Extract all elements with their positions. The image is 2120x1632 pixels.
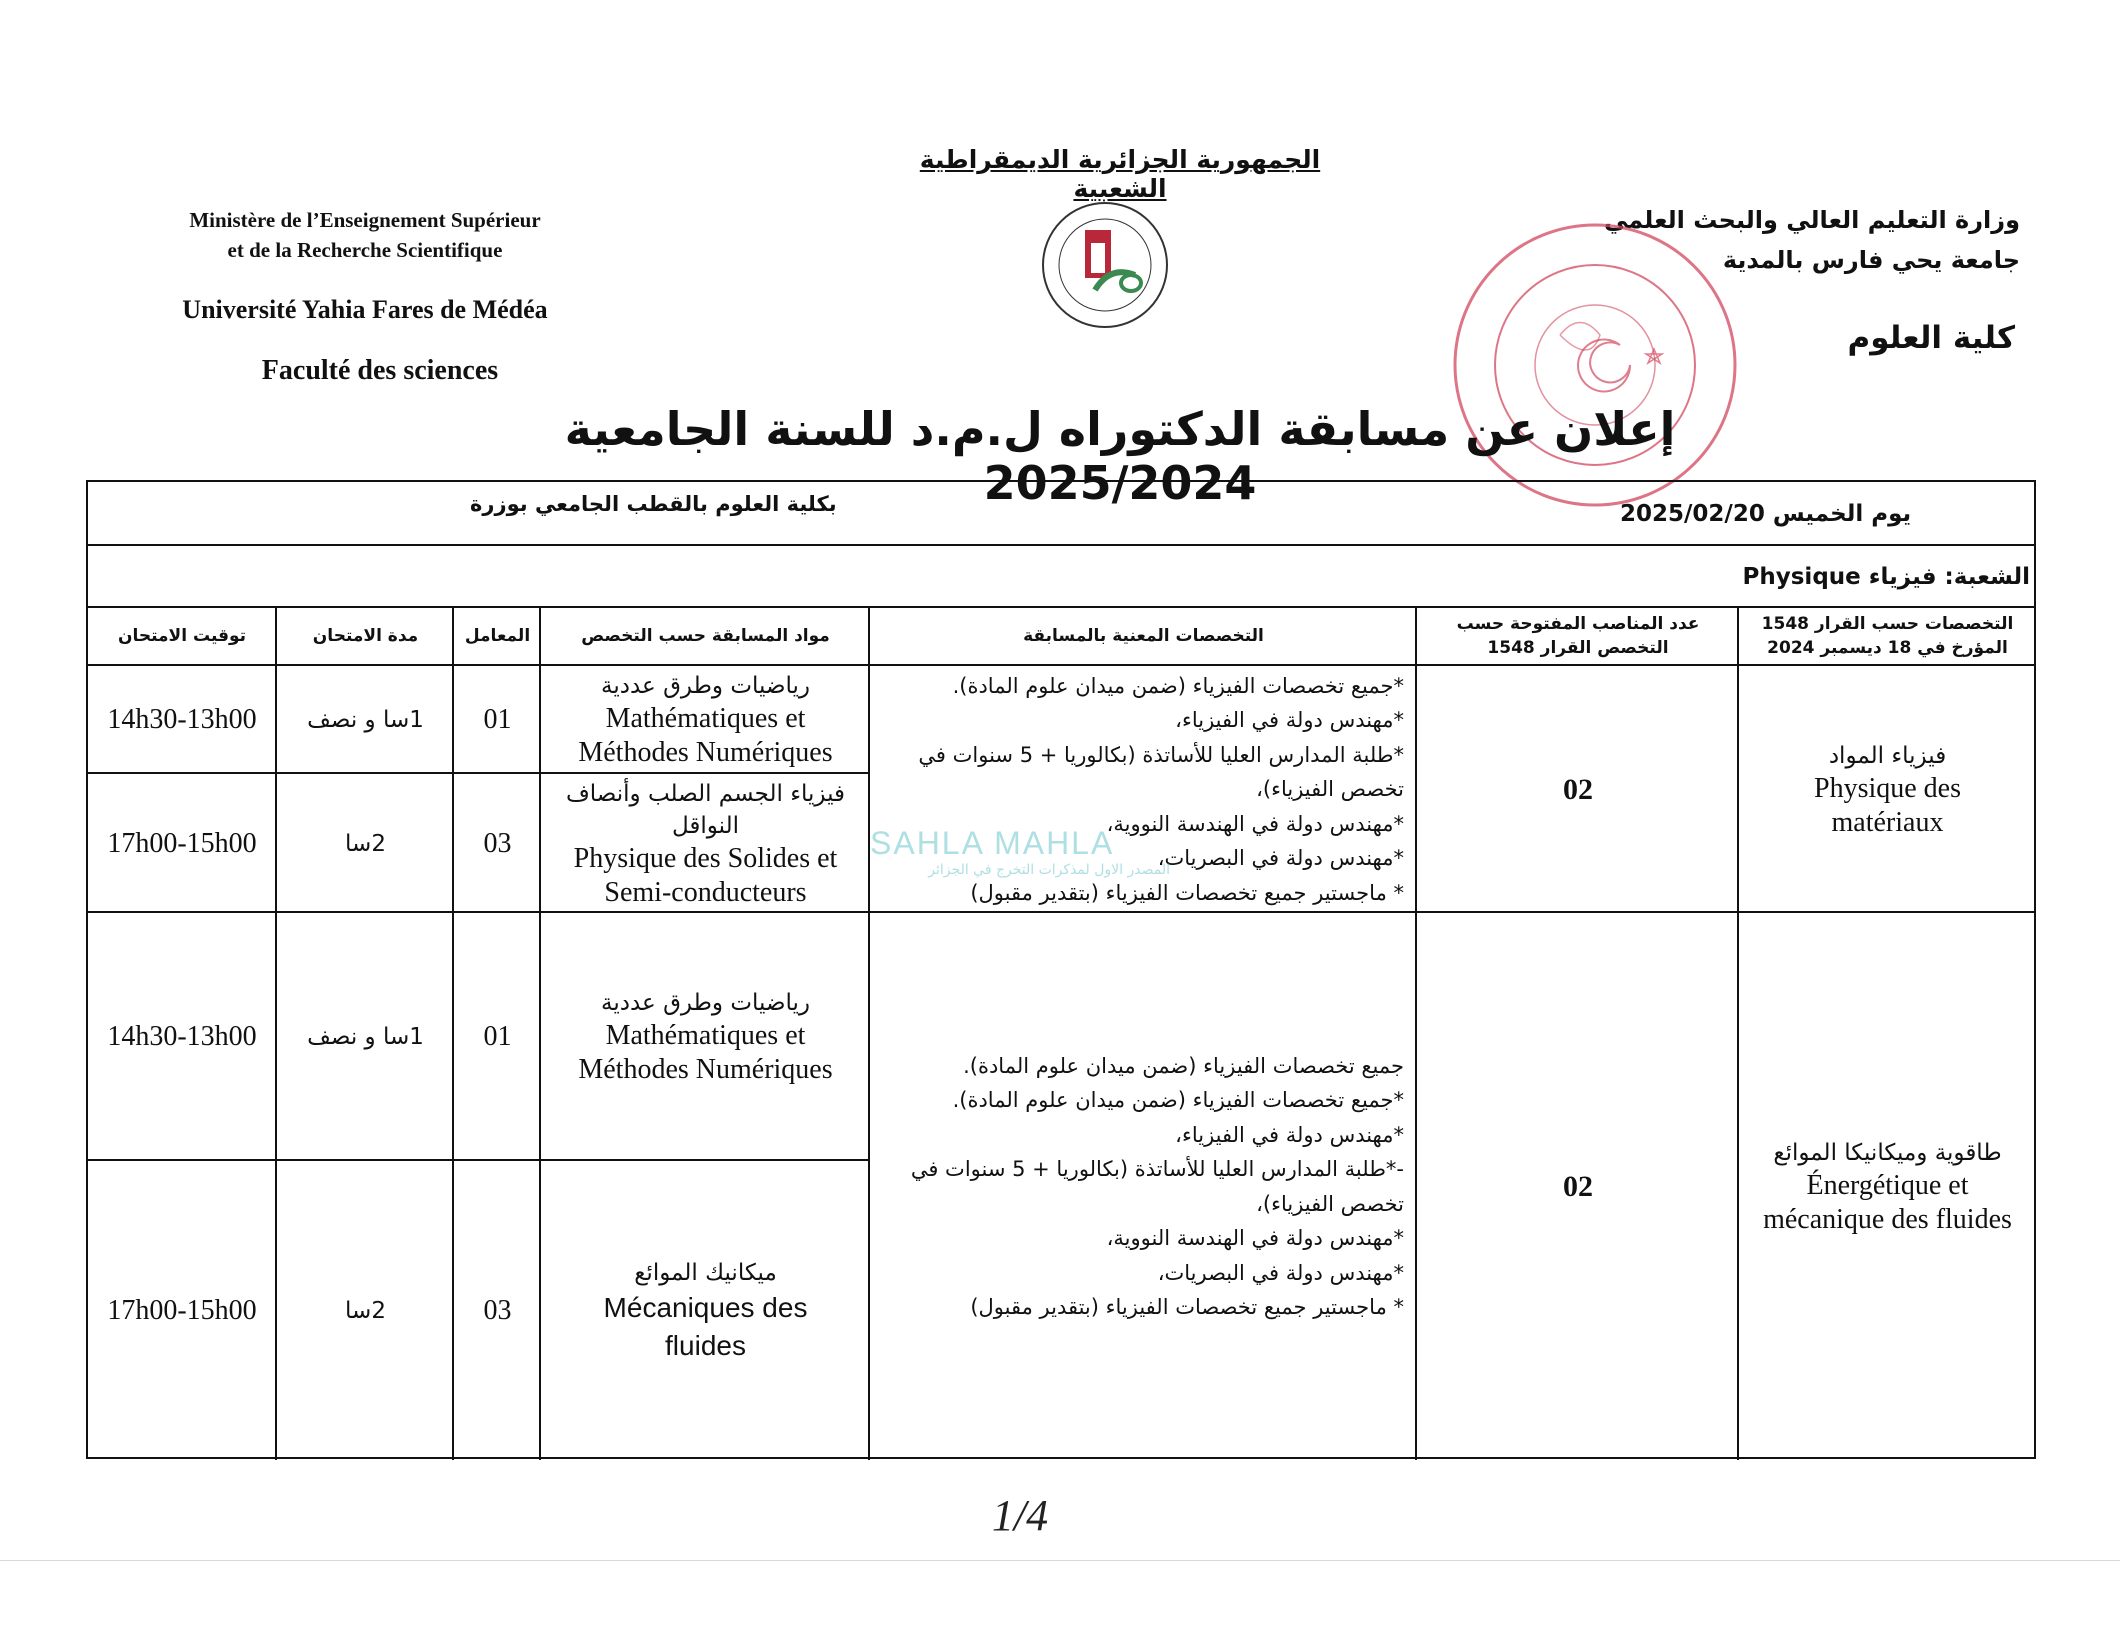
eligible-item: -*طلبة المدارس العليا للأساتذة (بكالوريا + 5 سنوات في تخصص الفيزياء)، — [910, 1157, 1404, 1216]
university-fr: Université Yahia Fares de Médéa — [182, 295, 548, 324]
branch-label: الشعبة: فيزياء Physique — [1742, 564, 2030, 590]
header-specialty: التخصصات حسب القرار 1548 المؤرخ في 18 ديسمبر 2024 — [1761, 614, 2014, 658]
page-number: 1/4 — [991, 1491, 1049, 1540]
header-coefficient: المعامل — [464, 626, 531, 646]
coefficient-value: 01 — [483, 1020, 512, 1052]
specialty-ar: فيزياء المواد — [1828, 742, 1947, 769]
duration-value: 1سا و نصف — [307, 1023, 424, 1050]
time-value: 17h00-15h00 — [107, 827, 257, 859]
header-subjects: مواد المسابقة حسب التخصص — [581, 626, 830, 646]
header-time: توقيت الامتحان — [117, 626, 247, 646]
time-value: 14h30-13h00 — [107, 1020, 257, 1052]
subject-ar: رياضيات وطرق عددية — [601, 672, 810, 699]
coefficient-value: 03 — [483, 827, 512, 859]
watermark-name: SAHLA MAHLA — [870, 825, 1115, 861]
eligible-list — [871, 914, 1416, 1459]
faculty-ar: كلية العلوم — [1847, 320, 2015, 356]
announcement-title: إعلان عن مسابقة الدكتوراه ل.م.د للسنة الجامعية 2025/2024 — [564, 402, 1676, 510]
subject-cell — [542, 667, 869, 772]
eligible-item: *مهندس دولة في البصريات، — [1157, 1260, 1404, 1285]
eligible-item: *مهندس دولة في الهندسة النووية، — [1106, 1226, 1404, 1250]
subject-cell — [542, 1162, 869, 1459]
positions-count: 02 — [1563, 772, 1593, 806]
time-value: 17h00-15h00 — [107, 1294, 257, 1326]
eligible-item: جميع تخصصات الفيزياء (ضمن ميدان علوم المادة). — [963, 1053, 1404, 1078]
eligible-item: *مهندس دولة في الهندسة النووية، — [1106, 811, 1404, 836]
header-eligible: التخصصات المعنية بالمسابقة — [1023, 626, 1264, 646]
eligible-item: * ماجستير جميع تخصصات الفيزياء (بتقدير مقبول) — [970, 880, 1404, 905]
positions-count: 02 — [1563, 1169, 1593, 1203]
subject-ar: رياضيات وطرق عددية — [601, 989, 810, 1016]
duration-value: 2سا — [345, 1297, 386, 1324]
university-ar-line: جامعة يحي فارس بالمدية — [1722, 246, 2020, 274]
specialty-ar: طاقوية وميكانيكا الموائع — [1773, 1139, 2002, 1166]
ministry-ar-line: وزارة التعليم العالي والبحث العلمي — [1603, 206, 2020, 234]
eligible-item: *مهندس دولة في الفيزياء، — [1175, 708, 1404, 733]
subject-cell — [542, 914, 869, 1159]
republic-title: الجمهورية الجزائرية الديمقراطية الشعبية — [919, 145, 1321, 203]
ministry-fr-line2: et de la Recherche Scientifique — [227, 238, 503, 262]
eligible-item: *جميع تخصصات الفيزياء (ضمن ميدان علوم المادة). — [952, 1088, 1404, 1112]
subject-cell — [542, 775, 869, 912]
eligible-item: * ماجستير جميع تخصصات الفيزياء (بتقدير مقبول) — [970, 1295, 1404, 1319]
eligible-item: *طلبة المدارس العليا للأساتذة (بكالوريا + 5 سنوات في تخصص الفيزياء)، — [918, 742, 1404, 802]
subject-ar: ميكانيك الموائع — [634, 1259, 777, 1286]
specialty-cell — [1740, 914, 2035, 1459]
subject-fr: Mathématiques et Méthodes Numériques — [578, 1019, 833, 1085]
faculty-fr: Faculté des sciences — [261, 355, 499, 386]
ministry-fr — [150, 205, 580, 265]
time-value: 14h30-13h00 — [107, 703, 257, 735]
watermark-tagline: المصدر الاول لمذكرات التخرج في الجزائر — [928, 862, 1170, 878]
specialty-cell — [1740, 667, 2035, 912]
header-duration: مدة الامتحان — [312, 626, 419, 646]
stamp-crescent — [1578, 339, 1630, 391]
eligible-item: *مهندس دولة في البصريات، — [1157, 846, 1404, 871]
eligible-item: *جميع تخصصات الفيزياء (ضمن ميدان علوم المادة). — [952, 673, 1404, 698]
subject-fr: Mécaniques des fluides — [603, 1291, 808, 1361]
subject-ar: فيزياء الجسم الصلب وأنصاف النواقل — [565, 780, 846, 839]
eligible-item: *مهندس دولة في الفيزياء، — [1175, 1122, 1404, 1147]
specialty-fr: Énergétique et mécanique des fluides — [1763, 1169, 2012, 1235]
subject-fr: Mathématiques et Méthodes Numériques — [578, 702, 833, 768]
subject-fr: Physique des Solides et Semi-conducteurs — [573, 842, 838, 908]
university-logo — [1035, 195, 1175, 345]
duration-value: 2سا — [345, 830, 386, 857]
footer-divider — [0, 1560, 2120, 1561]
exam-date: يوم الخميس 2025/02/20 — [1620, 501, 1912, 527]
exam-location: بكلية العلوم بالقطب الجامعي بوزرة — [470, 492, 837, 516]
watermark — [870, 825, 1170, 945]
duration-value: 1سا و نصف — [307, 706, 424, 733]
header-positions: عدد المناصب المفتوحة حسب التخصص القرار 1548 — [1456, 614, 1700, 658]
specialty-fr: Physique des matériaux — [1814, 772, 1961, 838]
coefficient-value: 03 — [483, 1294, 512, 1326]
ministry-fr-line1: Ministère de l’Enseignement Supérieur — [189, 208, 541, 232]
coefficient-value: 01 — [483, 703, 512, 735]
